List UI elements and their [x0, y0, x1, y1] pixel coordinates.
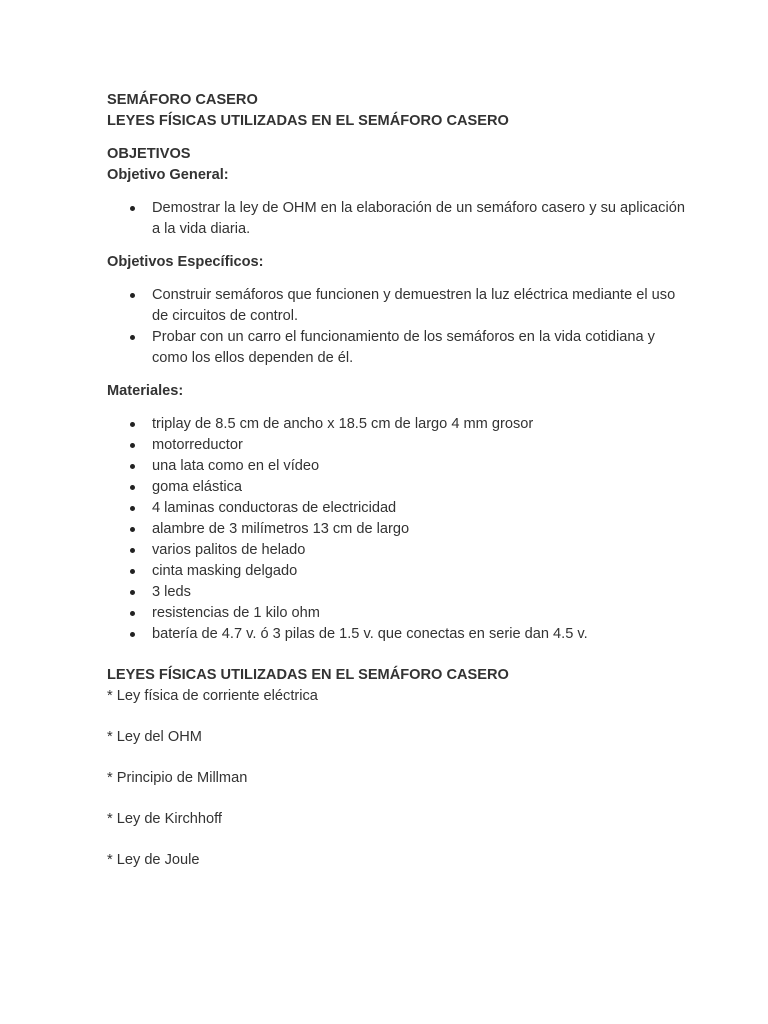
law-item: * Ley física de corriente eléctrica [107, 688, 318, 704]
law-item: * Ley del OHM [107, 729, 202, 745]
list-item: goma elástica [107, 477, 687, 498]
specific-objectives-heading: Objetivos Específicos: [107, 254, 264, 270]
law-item: * Ley de Kirchhoff [107, 811, 222, 827]
list-item: resistencias de 1 kilo ohm [107, 603, 687, 624]
document-title: SEMÁFORO CASERO [107, 92, 258, 108]
general-objective-heading: Objetivo General: [107, 167, 229, 183]
document-subtitle: LEYES FÍSICAS UTILIZADAS EN EL SEMÁFORO CASERO [107, 113, 509, 129]
list-item: Probar con un carro el funcionamiento de los semáforos en la vida cotidiana y como los ellos dependen de él. [107, 327, 687, 369]
list-item: batería de 4.7 v. ó 3 pilas de 1.5 v. que conectas en serie dan 4.5 v. [107, 624, 687, 645]
document-page [107, 90, 687, 871]
list-item: Construir semáforos que funcionen y demuestren la luz eléctrica mediante el uso de circuitos de control. [107, 285, 687, 327]
general-objective-list [107, 198, 687, 240]
list-item: 3 leds [107, 582, 687, 603]
list-item: triplay de 8.5 cm de ancho x 18.5 cm de largo 4 mm grosor [107, 414, 687, 435]
objectives-heading: OBJETIVOS [107, 146, 191, 162]
laws-heading: LEYES FÍSICAS UTILIZADAS EN EL SEMÁFORO CASERO [107, 667, 509, 683]
list-item: 4 laminas conductoras de electricidad [107, 498, 687, 519]
list-item: varios palitos de helado [107, 540, 687, 561]
materials-heading: Materiales: [107, 383, 184, 399]
list-item: alambre de 3 milímetros 13 cm de largo [107, 519, 687, 540]
law-item: * Ley de Joule [107, 852, 200, 868]
list-item: motorreductor [107, 435, 687, 456]
specific-objectives-list [107, 285, 687, 369]
law-item: * Principio de Millman [107, 770, 248, 786]
list-item: Demostrar la ley de OHM en la elaboración de un semáforo casero y su aplicación a la vida diaria. [107, 198, 687, 240]
list-item: una lata como en el vídeo [107, 456, 687, 477]
list-item: cinta masking delgado [107, 561, 687, 582]
materials-list [107, 414, 687, 645]
